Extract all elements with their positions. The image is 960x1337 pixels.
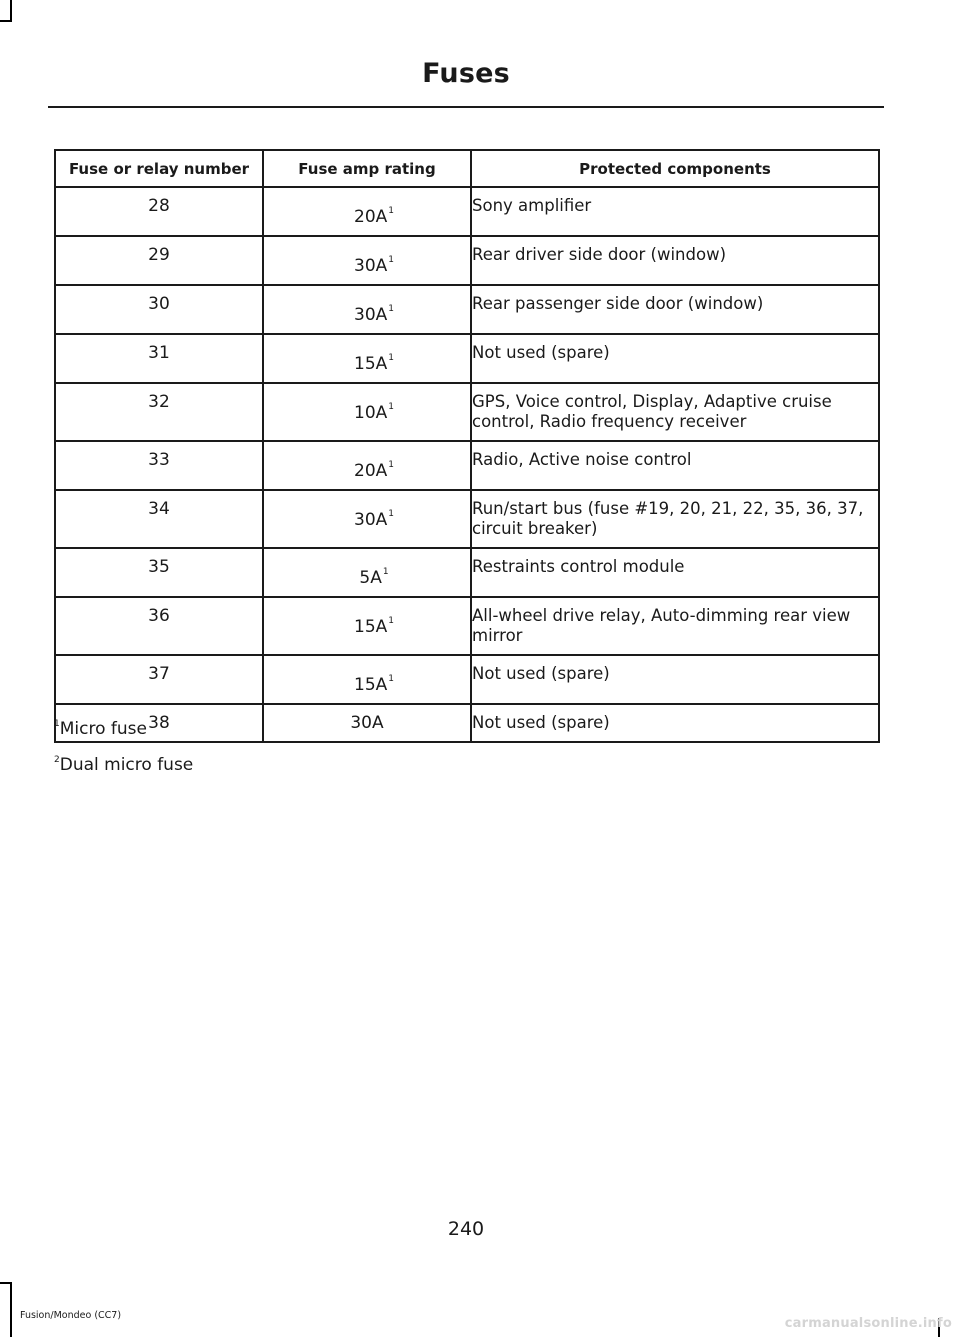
watermark: carmanualsonline.info [784,1316,952,1331]
footnote-ref: 1 [388,304,394,314]
crop-mark-bottom-left-h [0,1282,12,1284]
footnote-micro-fuse: $^1$Micro fuse [54,719,147,739]
fuse-table [54,149,880,743]
fuse-number: 30 [55,285,263,334]
page-number: 240 [447,1218,485,1240]
amp-rating: $30A^1$ [263,285,471,334]
amp-rating: $30A^1$ [263,490,471,548]
footnote-ref: 1 [388,674,394,684]
protected-components: Not used (spare) [471,334,879,383]
amp-rating: $15A^1$ [263,334,471,383]
amp-rating: $5A^1$ [263,548,471,597]
table-row [55,187,879,236]
protected-components: Rear passenger side door (window) [471,285,879,334]
amp-rating: 30A [263,704,471,742]
page-title: Fuses [422,58,510,89]
footnote-ref: 1 [388,255,394,265]
fuse-number: 38 [55,704,263,742]
footnote-ref: 1 [382,567,389,577]
document-footer: Fusion/Mondeo (CC7) [20,1310,122,1321]
header-protected-components: Protected components [471,150,879,187]
protected-components: GPS, Voice control, Display, Adaptive cruise control, Radio frequency receiver [471,383,879,441]
fuse-number: 32 [55,383,263,441]
amp-rating: $15A^1$ [263,655,471,704]
amp-rating: $10A^1$ [263,383,471,441]
table-header-row [55,150,879,187]
footnote-ref: 1 [388,460,394,470]
fuse-number: 33 [55,441,263,490]
amp-rating: $15A^1$ [263,597,471,655]
table-row [55,597,879,655]
footnote-ref: 1 [388,509,394,519]
protected-components: Sony amplifier [471,187,879,236]
amp-rating: $20A^1$ [263,441,471,490]
table-row [55,334,879,383]
table-row [55,655,879,704]
protected-components: Not used (spare) [471,704,879,742]
footnote-ref: 1 [388,616,394,626]
protected-components: Run/start bus (fuse #19, 20, 21, 22, 35, 36, 37, circuit breaker) [471,490,879,548]
amp-rating: $30A^1$ [263,236,471,285]
amp-rating: $20A^1$ [263,187,471,236]
fuse-number: 35 [55,548,263,597]
header-fuse-number: Fuse or relay number [55,150,263,187]
protected-components: Not used (spare) [471,655,879,704]
footnote-dual-micro-fuse: $^2$Dual micro fuse [54,755,194,775]
fuse-number: 36 [55,597,263,655]
protected-components: Rear driver side door (window) [471,236,879,285]
protected-components: Radio, Active noise control [471,441,879,490]
crop-mark-top-left-v [10,0,12,22]
fuse-number: 31 [55,334,263,383]
footnote-ref: 1 [388,402,394,412]
table-row [55,490,879,548]
crop-mark-bottom-left-v [10,1282,12,1337]
footnotes [54,713,193,785]
table-row [55,383,879,441]
crop-mark-top-left-h [0,20,12,22]
table-row [55,548,879,597]
table-row [55,236,879,285]
fuse-number: 34 [55,490,263,548]
table-row [55,441,879,490]
protected-components: All-wheel drive relay, Auto-dimming rear view mirror [471,597,879,655]
fuse-number: 37 [55,655,263,704]
table-row [55,285,879,334]
title-divider [48,106,884,108]
protected-components: Restraints control module [471,548,879,597]
footnote-ref: 1 [388,353,394,363]
fuse-number: 29 [55,236,263,285]
footnote-ref: 1 [388,206,394,216]
fuse-number: 28 [55,187,263,236]
header-amp-rating: Fuse amp rating [263,150,471,187]
